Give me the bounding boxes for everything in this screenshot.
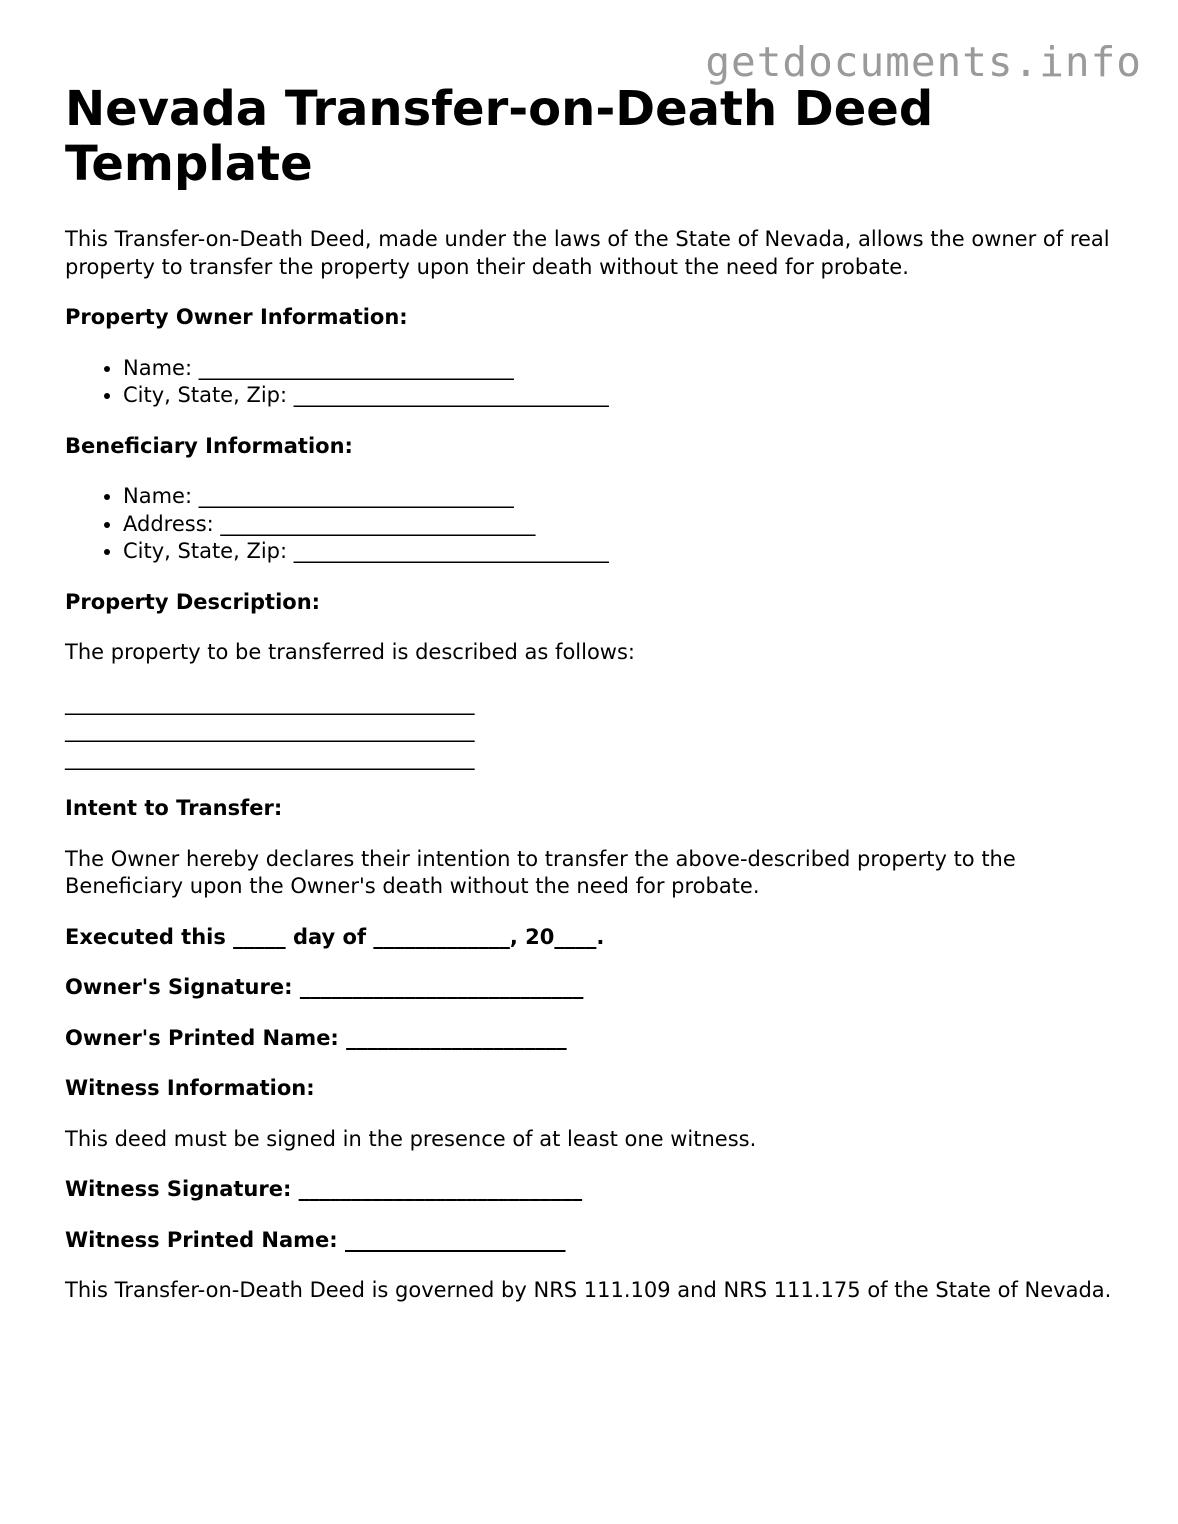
witness-signature-line: Witness Signature: ___________________________: [65, 1177, 583, 1201]
owner-name-field: • Name: ______________________________: [123, 355, 1125, 383]
owner-city-state-zip-field: • City, State, Zip: ______________________________: [123, 382, 1125, 410]
intro-paragraph: This Transfer-on-Death Deed, made under the laws of the State of Nevada, allows the owner of real property to transfer the property upon their death without the need for probate.: [65, 227, 1110, 279]
property-blank-line: _______________________________________: [65, 690, 475, 715]
governing-law-note: This Transfer-on-Death Deed is governed by NRS 111.109 and NRS 111.175 of the State of Nevada.: [65, 1278, 1112, 1302]
beneficiary-name-field: • Name: ______________________________: [123, 483, 1125, 511]
intent-text: The Owner hereby declares their intention to transfer the above-described property to the Beneficiary upon the Owner's death without the need for probate.: [65, 846, 1016, 898]
owner-signature-line: Owner's Signature: ___________________________: [65, 975, 584, 999]
executed-date-line: Executed this _____ day of _____________, 20____.: [65, 924, 605, 949]
beneficiary-info-heading: Beneficiary Information:: [65, 433, 353, 458]
document-page: [65, 82, 1125, 1328]
owner-info-heading: Property Owner Information:: [65, 305, 408, 329]
page-title: Nevada Transfer-on-Death Deed Template: [65, 81, 934, 192]
owner-info-list: [65, 355, 1125, 410]
property-blank-line: _______________________________________: [65, 745, 475, 770]
property-description-heading: Property Description:: [65, 589, 321, 614]
property-description-blanks: [65, 690, 1125, 773]
owner-printed-name-line: Owner's Printed Name: _____________________: [65, 1025, 567, 1050]
property-description-text: The property to be transferred is described as follows:: [65, 640, 635, 664]
beneficiary-address-field: • Address: ______________________________: [123, 511, 1125, 539]
property-blank-line: _______________________________________: [65, 718, 475, 742]
witness-printed-name-line: Witness Printed Name: _____________________: [65, 1227, 566, 1252]
watermark: getdocuments.info: [705, 38, 1142, 86]
beneficiary-info-list: [65, 483, 1125, 566]
beneficiary-city-state-zip-field: • City, State, Zip: ______________________________: [123, 538, 1125, 566]
witness-info-text: This deed must be signed in the presence of at least one witness.: [65, 1126, 757, 1151]
intent-heading: Intent to Transfer:: [65, 796, 283, 820]
witness-info-heading: Witness Information:: [65, 1076, 315, 1100]
